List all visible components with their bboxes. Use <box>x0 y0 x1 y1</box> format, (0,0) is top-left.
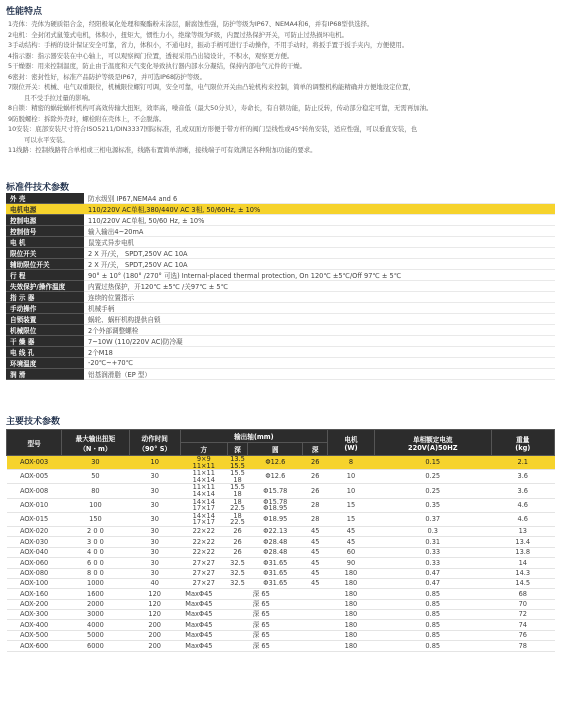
model-row <box>7 498 555 512</box>
current-cell: 0.33 <box>374 547 491 557</box>
square-cell: 27×27 <box>180 578 227 588</box>
spec-value: 机械手柄 <box>84 303 555 314</box>
spec-key: 行 程 <box>6 270 84 281</box>
model-row <box>7 610 555 620</box>
deep1-cell: 15.5 18 <box>227 484 247 498</box>
time-cell: 120 <box>129 589 180 599</box>
standard-specs-title: 标准件技术参数 <box>6 183 70 193</box>
weight-cell: 13.4 <box>491 537 554 547</box>
time-cell: 200 <box>129 630 180 640</box>
model-row <box>7 568 555 578</box>
spec-row <box>6 259 555 270</box>
deep1-cell: 26 <box>227 526 247 536</box>
model-row <box>7 630 555 640</box>
main-specs-table <box>6 429 555 652</box>
spec-key: 限位开关 <box>6 248 84 259</box>
spec-key: 机械限位 <box>6 325 84 336</box>
time-cell: 30 <box>129 512 180 526</box>
model-row <box>7 512 555 526</box>
header-current: 单相额定电流 220V(A)50HZ <box>374 430 491 456</box>
round-cell: Φ31.65 <box>248 558 303 568</box>
current-cell: 0.85 <box>374 630 491 640</box>
round-cell: Φ31.65 <box>248 568 303 578</box>
motor-cell: 45 <box>327 526 374 536</box>
shaft-deep-cell: 深 65 <box>248 630 328 640</box>
model-cell: AOX-060 <box>7 558 62 568</box>
motor-cell: 180 <box>327 568 374 578</box>
header-deep1: 深 <box>227 443 247 456</box>
square-cell: 9×9 11×11 <box>180 456 227 470</box>
shaft-max-cell: MaxΦ45 <box>180 610 247 620</box>
round-cell: Φ12.6 <box>248 470 303 484</box>
weight-cell: 74 <box>491 620 554 630</box>
spec-row <box>6 325 555 336</box>
spec-row <box>6 248 555 259</box>
feature-line: 6密封：密封性好，标准产品防护等级是IP67，并可选IP68防护等级。 <box>8 72 206 81</box>
torque-cell: 3 0 0 <box>62 537 129 547</box>
round-cell: Φ31.65 <box>248 578 303 588</box>
current-cell: 0.47 <box>374 568 491 578</box>
weight-cell: 4.6 <box>491 512 554 526</box>
shaft-max-cell: MaxΦ45 <box>180 620 247 630</box>
spec-key: 电 线 孔 <box>6 347 84 358</box>
deep2-cell: 26 <box>303 484 328 498</box>
shaft-max-cell: MaxΦ45 <box>180 599 247 609</box>
deep2-cell: 45 <box>303 578 328 588</box>
shaft-deep-cell: 深 65 <box>248 620 328 630</box>
spec-value: 蜗轮、蜗杆机构提供自锁 <box>84 314 555 325</box>
features-list <box>8 19 554 156</box>
round-cell: Φ15.78 Φ18.95 <box>248 498 303 512</box>
spec-row <box>6 193 555 204</box>
deep1-cell: 32.5 <box>227 568 247 578</box>
deep2-cell: 28 <box>303 512 328 526</box>
motor-cell: 15 <box>327 512 374 526</box>
motor-cell: 180 <box>327 578 374 588</box>
spec-key: 辅助限位开关 <box>6 259 84 270</box>
feature-line: 7限位开关：机械、电气双重限位，机械限位螺钉可调，安全可靠，电气限位开关由凸轮机构来控制，简单的调整机构能精确并方便地设定位置， <box>8 83 415 91</box>
spec-value: 90° ± 10° (180° /270° 可选) Internal-placed thermal protection, On 120℃ ±5℃/Off 97℃ ± 5℃ <box>84 270 555 281</box>
spec-row <box>6 336 555 347</box>
header-shaft: 输出轴(mm) <box>180 430 327 443</box>
deep1-cell: 26 <box>227 537 247 547</box>
standard-specs-table <box>6 193 555 380</box>
current-cell: 0.85 <box>374 610 491 620</box>
motor-cell: 8 <box>327 456 374 470</box>
square-cell: 14×14 17×17 <box>180 498 227 512</box>
time-cell: 30 <box>129 526 180 536</box>
header-square: 方 <box>180 443 227 456</box>
model-cell: AOX-003 <box>7 456 62 470</box>
deep2-cell: 45 <box>303 547 328 557</box>
motor-cell: 180 <box>327 630 374 640</box>
model-cell: AOX-400 <box>7 620 62 630</box>
spec-value: -20℃~+70℃ <box>84 358 555 369</box>
time-cell: 30 <box>129 537 180 547</box>
round-cell: Φ15.78 <box>248 484 303 498</box>
current-cell: 0.31 <box>374 537 491 547</box>
model-cell: AOX-600 <box>7 641 62 651</box>
deep2-cell: 26 <box>303 470 328 484</box>
torque-cell: 6000 <box>62 641 129 651</box>
current-cell: 0.37 <box>374 512 491 526</box>
deep1-cell: 32.5 <box>227 558 247 568</box>
torque-cell: 100 <box>62 498 129 512</box>
weight-cell: 78 <box>491 641 554 651</box>
spec-key: 控制电源 <box>6 215 84 226</box>
spec-key: 失效保护/操作温度 <box>6 281 84 292</box>
motor-cell: 180 <box>327 610 374 620</box>
model-row <box>7 641 555 651</box>
model-cell: AOX-500 <box>7 630 62 640</box>
spec-row <box>6 270 555 281</box>
spec-row <box>6 347 555 358</box>
square-cell: 11×11 14×14 <box>180 484 227 498</box>
spec-value: 2 X 开/关， SPDT,250V AC 10A <box>84 248 555 259</box>
square-cell: 22×22 <box>180 537 227 547</box>
model-cell: AOX-008 <box>7 484 62 498</box>
weight-cell: 76 <box>491 630 554 640</box>
deep2-cell: 45 <box>303 558 328 568</box>
motor-cell: 180 <box>327 589 374 599</box>
weight-cell: 14 <box>491 558 554 568</box>
square-cell: 11×11 14×14 <box>180 470 227 484</box>
spec-value: 7~10W (110/220V AC)防冷凝 <box>84 336 555 347</box>
torque-cell: 30 <box>62 456 129 470</box>
time-cell: 120 <box>129 599 180 609</box>
spec-key: 电 机 <box>6 237 84 248</box>
model-row <box>7 526 555 536</box>
spec-value: 2个外部调整螺栓 <box>84 325 555 336</box>
square-cell: 22×22 <box>180 547 227 557</box>
time-cell: 30 <box>129 484 180 498</box>
feature-line: 5干燥器：用来控制温度，防止由于温度和天气变化导致执行器内部水分凝结，保持内部电气元件的干燥。 <box>8 62 307 70</box>
spec-value: 鼠笼式异步电机 <box>84 237 555 248</box>
spec-row <box>6 303 555 314</box>
round-cell: Φ18.95 <box>248 512 303 526</box>
spec-value: 输入输出4~20mA <box>84 226 555 237</box>
model-cell: AOX-005 <box>7 470 62 484</box>
motor-cell: 60 <box>327 547 374 557</box>
spec-key: 电机电源 <box>6 204 84 215</box>
square-cell: 27×27 <box>180 558 227 568</box>
shaft-deep-cell: 深 65 <box>248 589 328 599</box>
deep1-cell: 13.5 15.5 <box>227 456 247 470</box>
feature-line: 且不受手拉过量的影响。 <box>24 93 95 102</box>
time-cell: 30 <box>129 470 180 484</box>
time-cell: 200 <box>129 620 180 630</box>
current-cell: 0.85 <box>374 589 491 599</box>
weight-cell: 14.3 <box>491 568 554 578</box>
deep1-cell: 15.5 18 <box>227 470 247 484</box>
model-row <box>7 599 555 609</box>
torque-cell: 4000 <box>62 620 129 630</box>
torque-cell: 5000 <box>62 630 129 640</box>
feature-line: 11线路：控制线路符合单相或三相电源标准，线路布置简单清晰，接线端子可有效满足各种附加功能的要求。 <box>8 146 317 154</box>
motor-cell: 10 <box>327 470 374 484</box>
header-time: 动作时间 （90° S） <box>129 430 180 456</box>
torque-cell: 4 0 0 <box>62 547 129 557</box>
header-deep2: 深 <box>303 443 328 456</box>
header-torque: 最大输出扭矩 （N・m） <box>62 430 129 456</box>
model-row <box>7 578 555 588</box>
model-cell: AOX-100 <box>7 578 62 588</box>
current-cell: 0.35 <box>374 498 491 512</box>
model-cell: AOX-015 <box>7 512 62 526</box>
spec-key: 环境温度 <box>6 358 84 369</box>
deep1-cell: 18 22.5 <box>227 498 247 512</box>
weight-cell: 72 <box>491 610 554 620</box>
motor-cell: 10 <box>327 484 374 498</box>
feature-line: 2电机：全封闭式鼠笼式电机，体积小，扭矩大，惯性力小，绝缘等级为F级，内置过热保护开关，可防止过热损坏电机。 <box>8 30 349 39</box>
deep1-cell: 32.5 <box>227 578 247 588</box>
current-cell: 0.85 <box>374 641 491 651</box>
shaft-deep-cell: 深 65 <box>248 610 328 620</box>
motor-cell: 180 <box>327 641 374 651</box>
spec-key: 指 示 器 <box>6 292 84 303</box>
deep2-cell: 45 <box>303 568 328 578</box>
spec-row <box>6 369 555 380</box>
time-cell: 40 <box>129 578 180 588</box>
weight-cell: 3.6 <box>491 484 554 498</box>
motor-cell: 45 <box>327 537 374 547</box>
spec-row <box>6 314 555 325</box>
spec-key: 控制信号 <box>6 226 84 237</box>
weight-cell: 13 <box>491 526 554 536</box>
spec-key: 润 滑 <box>6 369 84 380</box>
model-cell: AOX-080 <box>7 568 62 578</box>
model-cell: AOX-030 <box>7 537 62 547</box>
deep1-cell: 18 22.5 <box>227 512 247 526</box>
feature-line: 9防脱螺栓：拆除外壳时，螺栓附在壳体上，不会脱落。 <box>8 114 166 123</box>
torque-cell: 50 <box>62 470 129 484</box>
model-cell: AOX-040 <box>7 547 62 557</box>
spec-value: 2个M18 <box>84 347 555 358</box>
header-round: 圆 <box>248 443 303 456</box>
model-cell: AOX-200 <box>7 599 62 609</box>
current-cell: 0.33 <box>374 558 491 568</box>
square-cell: 22×22 <box>180 526 227 536</box>
current-cell: 0.15 <box>374 456 491 470</box>
model-row <box>7 470 555 484</box>
model-row <box>7 589 555 599</box>
time-cell: 200 <box>129 641 180 651</box>
round-cell: Φ12.6 <box>248 456 303 470</box>
time-cell: 30 <box>129 498 180 512</box>
feature-line: 可以水平安装。 <box>24 135 69 144</box>
spec-row <box>6 358 555 369</box>
model-row <box>7 558 555 568</box>
deep2-cell: 45 <box>303 526 328 536</box>
weight-cell: 13.8 <box>491 547 554 557</box>
shaft-max-cell: MaxΦ45 <box>180 630 247 640</box>
features-title: 性能特点 <box>6 7 43 17</box>
round-cell: Φ28.48 <box>248 547 303 557</box>
spec-value: 110/220V AC单相,380/440V AC 3相, 50/60Hz, ± 10% <box>84 204 555 215</box>
spec-key: 干 燥 器 <box>6 336 84 347</box>
motor-cell: 180 <box>327 599 374 609</box>
time-cell: 30 <box>129 568 180 578</box>
torque-cell: 1000 <box>62 578 129 588</box>
model-row <box>7 537 555 547</box>
motor-cell: 90 <box>327 558 374 568</box>
shaft-max-cell: MaxΦ45 <box>180 589 247 599</box>
torque-cell: 1600 <box>62 589 129 599</box>
model-cell: AOX-020 <box>7 526 62 536</box>
time-cell: 10 <box>129 456 180 470</box>
model-cell: AOX-010 <box>7 498 62 512</box>
weight-cell: 14.5 <box>491 578 554 588</box>
feature-line: 4指示器：指示器安装在中心轴上，可以观察阀门位置，透视采用凸出镜设计，不积水，观察更方便。 <box>8 51 294 60</box>
shaft-deep-cell: 深 65 <box>248 641 328 651</box>
spec-row <box>6 281 555 292</box>
torque-cell: 2000 <box>62 599 129 609</box>
header-motor: 电机 (W) <box>327 430 374 456</box>
time-cell: 30 <box>129 558 180 568</box>
shaft-deep-cell: 深 65 <box>248 599 328 609</box>
main-specs-title: 主要技术参数 <box>6 417 61 427</box>
feature-line: 3手动结构：手柄的设计保证安全可靠，省力，体积小，不通电时，振动手柄可进行手动操作，不用手动时，将扳手置于扳手夹内，方便使用。 <box>8 41 409 49</box>
deep1-cell: 26 <box>227 547 247 557</box>
feature-line: 1壳体：壳体为硬质铝合金，经阳极氧化处理和聚酯粉末涂层，耐腐蚀性强，防护等级为IP67、NEMA4和6，并有IP68型供选择。 <box>8 20 374 28</box>
torque-cell: 80 <box>62 484 129 498</box>
feature-line: 10安装：底部安装尺寸符合ISO5211/DIN3337国际标准，孔或双面方形便于带方杆的阀门呈线性或45°转角安装，适应性强，可以垂直安装，也 <box>8 125 418 133</box>
torque-cell: 8 0 0 <box>62 568 129 578</box>
current-cell: 0.25 <box>374 470 491 484</box>
weight-cell: 70 <box>491 599 554 609</box>
spec-row <box>6 204 555 215</box>
spec-value: 110/220V AC单相, 50/60 Hz, ± 10% <box>84 215 555 226</box>
shaft-max-cell: MaxΦ45 <box>180 641 247 651</box>
square-cell: 14×14 17×17 <box>180 512 227 526</box>
deep2-cell: 28 <box>303 498 328 512</box>
spec-row <box>6 237 555 248</box>
model-row <box>7 620 555 630</box>
model-row <box>7 456 555 470</box>
square-cell: 27×27 <box>180 568 227 578</box>
current-cell: 0.25 <box>374 484 491 498</box>
torque-cell: 3000 <box>62 610 129 620</box>
spec-row <box>6 215 555 226</box>
spec-key: 手动操作 <box>6 303 84 314</box>
spec-key: 外 壳 <box>6 193 84 204</box>
current-cell: 0.47 <box>374 578 491 588</box>
spec-value: 2 X 开/关， SPDT,250V AC 10A <box>84 259 555 270</box>
model-cell: AOX-300 <box>7 610 62 620</box>
deep2-cell: 45 <box>303 537 328 547</box>
weight-cell: 2.1 <box>491 456 554 470</box>
header-weight: 重量 (kg) <box>491 430 554 456</box>
torque-cell: 2 0 0 <box>62 526 129 536</box>
torque-cell: 6 0 0 <box>62 558 129 568</box>
weight-cell: 4.6 <box>491 498 554 512</box>
current-cell: 0.85 <box>374 620 491 630</box>
weight-cell: 3.6 <box>491 470 554 484</box>
motor-cell: 180 <box>327 620 374 630</box>
header-model: 型号 <box>7 430 62 456</box>
round-cell: Φ22.13 <box>248 526 303 536</box>
spec-key: 自锁装置 <box>6 314 84 325</box>
time-cell: 30 <box>129 547 180 557</box>
spec-value: 防水级别 IP67,NEMA4 and 6 <box>84 193 555 204</box>
torque-cell: 150 <box>62 512 129 526</box>
spec-value: 内置过热保护，开120℃ ±5℃ /关97℃ ± 5℃ <box>84 281 555 292</box>
model-row <box>7 547 555 557</box>
deep2-cell: 26 <box>303 456 328 470</box>
spec-row <box>6 226 555 237</box>
round-cell: Φ28.48 <box>248 537 303 547</box>
model-row <box>7 484 555 498</box>
motor-cell: 15 <box>327 498 374 512</box>
current-cell: 0.85 <box>374 599 491 609</box>
current-cell: 0.3 <box>374 526 491 536</box>
feature-line: 8自锁：精密的蜗轮蜗杆机构可高效传输大扭矩，效率高，噪音低（最大50分贝），寿命长，有自锁功能，防止反转，传动部分稳定可靠，无需再加油。 <box>8 104 433 112</box>
model-cell: AOX-160 <box>7 589 62 599</box>
weight-cell: 68 <box>491 589 554 599</box>
spec-row <box>6 292 555 303</box>
time-cell: 120 <box>129 610 180 620</box>
spec-value: 铝基润滑脂（EP 型） <box>84 369 555 380</box>
spec-value: 连续的位置指示 <box>84 292 555 303</box>
